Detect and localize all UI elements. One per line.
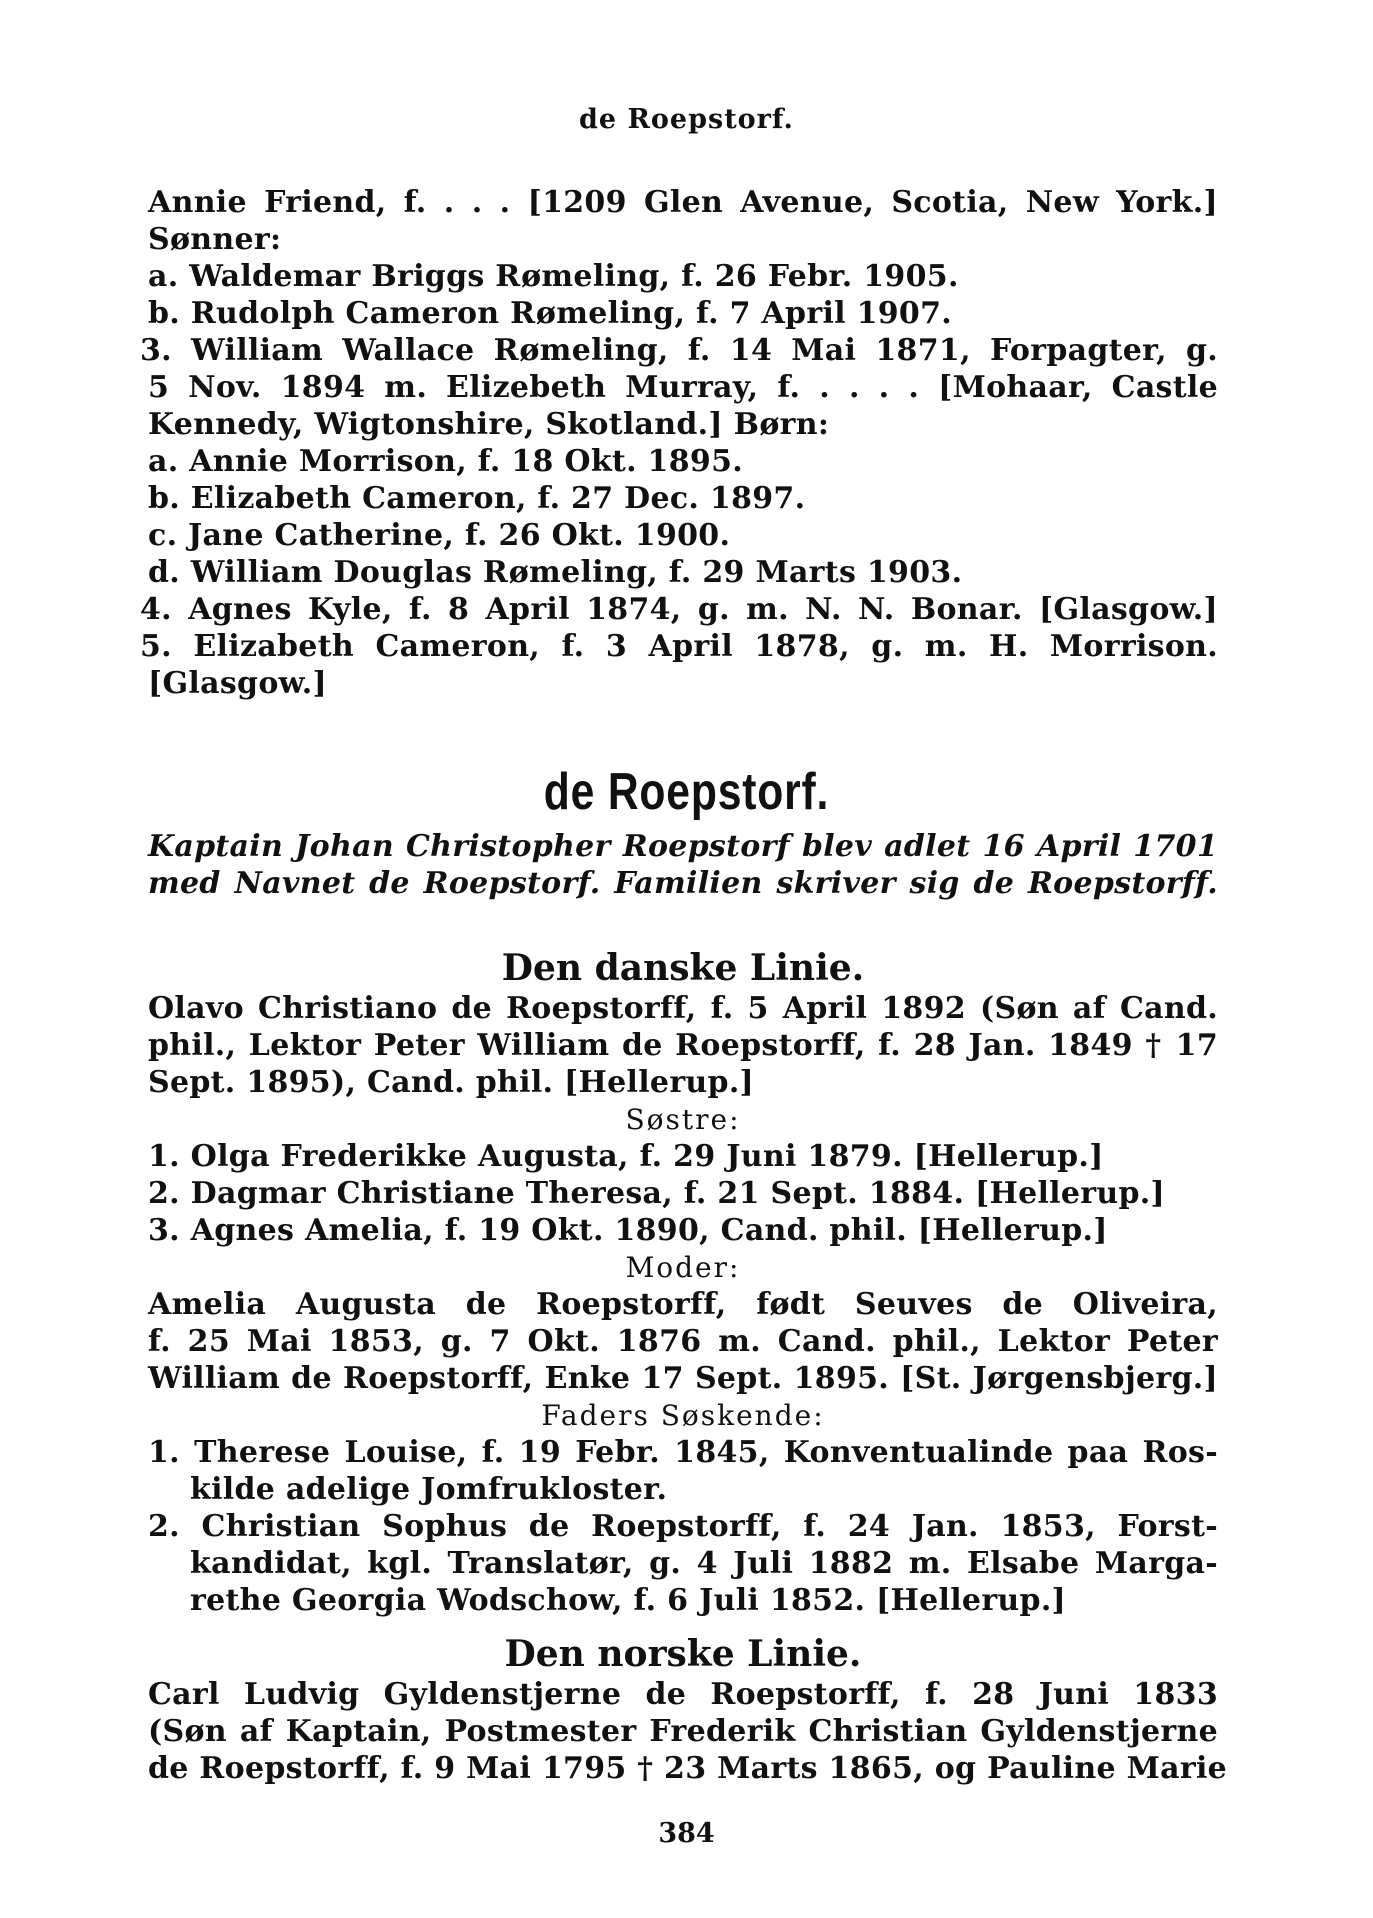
text-line: Sept. 1895), Cand. phil. [Hellerup.] <box>148 1065 755 1100</box>
text-line: Olavo Christiano de Roepstorff, f. 5 April 1892 (Søn af Cand. <box>148 991 1218 1026</box>
subheading: Faders Søskende: <box>541 1399 825 1432</box>
text-line: 1. Therese Louise, f. 19 Febr. 1845, Konventualinde paa Ros- <box>148 1435 1218 1470</box>
text-line: Annie Friend, f. . . . [1209 Glen Avenue, Scotia, New York.] <box>148 185 1218 220</box>
text-line: 3. Agnes Amelia, f. 19 Okt. 1890, Cand. phil. [Hellerup.] <box>148 1213 1108 1248</box>
subheading: Søstre: <box>625 1103 741 1136</box>
running-head: de Roepstorf. <box>579 104 794 135</box>
norwegian-line-section <box>148 1632 1228 1787</box>
text-line: 2. Christian Sophus de Roepstorff, f. 24 Jan. 1853, Forst- <box>148 1509 1218 1544</box>
text-line: phil., Lektor Peter William de Roepstorff, f. 28 Jan. 1849 † 17 <box>148 1028 1218 1063</box>
text-line: Sønner: <box>148 222 282 257</box>
text-line: med Navnet de Roepstorf. Familien skriver sig de Roepstorff. <box>148 866 1218 901</box>
continued-entry-block <box>140 184 1218 702</box>
page-number: 384 <box>658 1818 715 1849</box>
danish-line-section <box>148 946 1218 1619</box>
text-line: 2. Dagmar Christiane Theresa, f. 21 Sept. 1884. [Hellerup.] <box>148 1176 1165 1211</box>
text-line: b. Elizabeth Cameron, f. 27 Dec. 1897. <box>148 481 806 516</box>
text-line: a. Waldemar Briggs Rømeling, f. 26 Febr. 1905. <box>148 259 959 294</box>
text-line: rethe Georgia Wodschow, f. 6 Juli 1852. [Hellerup.] <box>190 1583 1067 1618</box>
section-heading: Den danske Linie. <box>501 947 865 989</box>
text-line: d. William Douglas Rømeling, f. 29 Marts 1903. <box>148 555 963 590</box>
text-line: kilde adelige Jomfrukloster. <box>190 1472 668 1507</box>
text-line: b. Rudolph Cameron Rømeling, f. 7 April 1907. <box>148 296 953 331</box>
text-line: 5 Nov. 1894 m. Elizebeth Murray, f. . . . . [Mohaar, Castle <box>148 370 1218 405</box>
text-line: 5. Elizabeth Cameron, f. 3 April 1878, g. m. H. Morrison. <box>140 629 1218 664</box>
text-line: (Søn af Kaptain, Postmester Frederik Christian Gyldenstjerne <box>148 1714 1218 1749</box>
text-line: Kaptain Johan Christopher Roepstorf blev adlet 16 April 1701 <box>148 829 1218 864</box>
text-line: Kennedy, Wigtonshire, Skotland.] Børn: <box>148 407 830 442</box>
subheading: Moder: <box>625 1251 741 1284</box>
text-line: 4. Agnes Kyle, f. 8 April 1874, g. m. N. N. Bonar. [Glasgow.] <box>140 592 1218 627</box>
intro-paragraph <box>148 828 1218 902</box>
text-line: de Roepstorff, f. 9 Mai 1795 † 23 Marts 1865, og Pauline Marie <box>148 1751 1228 1786</box>
text-line: [Glasgow.] <box>148 666 327 701</box>
text-line: a. Annie Morrison, f. 18 Okt. 1895. <box>148 444 744 479</box>
text-line: 3. William Wallace Rømeling, f. 14 Mai 1871, Forpagter, g. <box>140 333 1218 368</box>
section-heading: Den norske Linie. <box>504 1633 862 1675</box>
text-line: c. Jane Catherine, f. 26 Okt. 1900. <box>148 518 731 553</box>
text-line: f. 25 Mai 1853, g. 7 Okt. 1876 m. Cand. phil., Lektor Peter <box>148 1324 1218 1359</box>
text-line: Amelia Augusta de Roepstorff, født Seuves de Oliveira, <box>148 1287 1218 1322</box>
text-line: Carl Ludvig Gyldenstjerne de Roepstorff, f. 28 Juni 1833 <box>148 1677 1218 1712</box>
family-title: de Roepstorf. <box>543 763 830 821</box>
text-line: kandidat, kgl. Translatør, g. 4 Juli 1882 m. Elsabe Marga- <box>190 1546 1218 1581</box>
text-line: 1. Olga Frederikke Augusta, f. 29 Juni 1879. [Hellerup.] <box>148 1139 1104 1174</box>
text-line: William de Roepstorff, Enke 17 Sept. 1895. [St. Jørgensbjerg.] <box>148 1361 1218 1396</box>
